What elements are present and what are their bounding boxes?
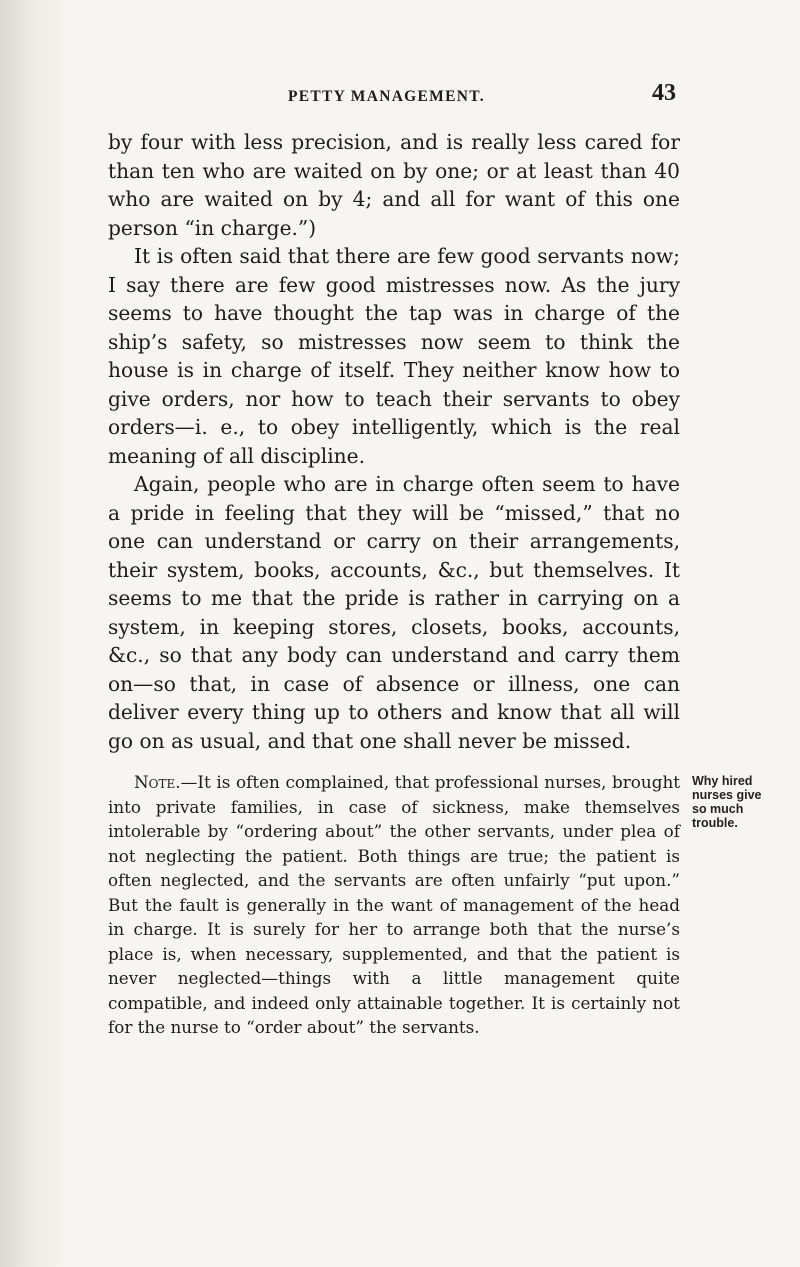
paragraph-1: by four with less precision, and is really less cared for than ten who are waited on by one; or at least than 40 who are waited on by 4; and all for want of this one person “in charge.”)	[108, 130, 680, 240]
paragraph-3: Again, people who are in charge often seem to have a pride in feeling that they will be “missed,” that no one can understand or carry on their arrangements, their system, books, accounts, &c., but themselves. It seems to me that the pride is rather in carrying on a system, in keeping stores, closets, books, accounts, &c., so that any body can understand and carry them on—so that, in case of absence or illness, one can deliver every thing up to others and know that all will go on as usual, and that one shall never be missed.	[108, 472, 680, 753]
margin-note-line: so much	[692, 802, 744, 816]
note-label: Note.	[134, 772, 181, 792]
page-gutter-shadow	[0, 0, 70, 1267]
footnote-block	[108, 770, 680, 1040]
body-text	[108, 128, 680, 755]
page-header	[276, 80, 676, 110]
margin-note-line: nurses give	[692, 788, 762, 802]
margin-note-line: Why hired	[692, 774, 753, 788]
note-paragraph	[108, 770, 680, 1040]
note-text: —It is often complained, that professional nurses, brought into private families, in case of sickness, make themselves intolerable by “ordering about” the other servants, under plea of not neglecting the patient. Both things are true; the patient is often neglected, and the servants are often unfairly “put upon.” But the fault is generally in the want of management of the head in charge. It is surely for her to arrange both that the nurse’s place is, when necessary, supplemented, and that the patient is never neglected—things with a little management quite compatible, and indeed only attainable together. It is certainly not for the nurse to “order about” the servants.	[108, 772, 680, 1037]
running-head: PETTY MANAGEMENT.	[288, 88, 485, 105]
margin-note	[692, 774, 792, 830]
page-number: 43	[652, 80, 676, 106]
paragraph-2: It is often said that there are few good servants now; I say there are few good mistresses now. As the jury seems to have thought the tap was in charge of the ship’s safety, so mistresses now seem to think the house is in charge of itself. They neither know how to give orders, nor how to teach their servants to obey orders—i. e., to obey intelligently, which is the real meaning of all discipline.	[108, 244, 680, 468]
margin-note-line: trouble.	[692, 816, 738, 830]
